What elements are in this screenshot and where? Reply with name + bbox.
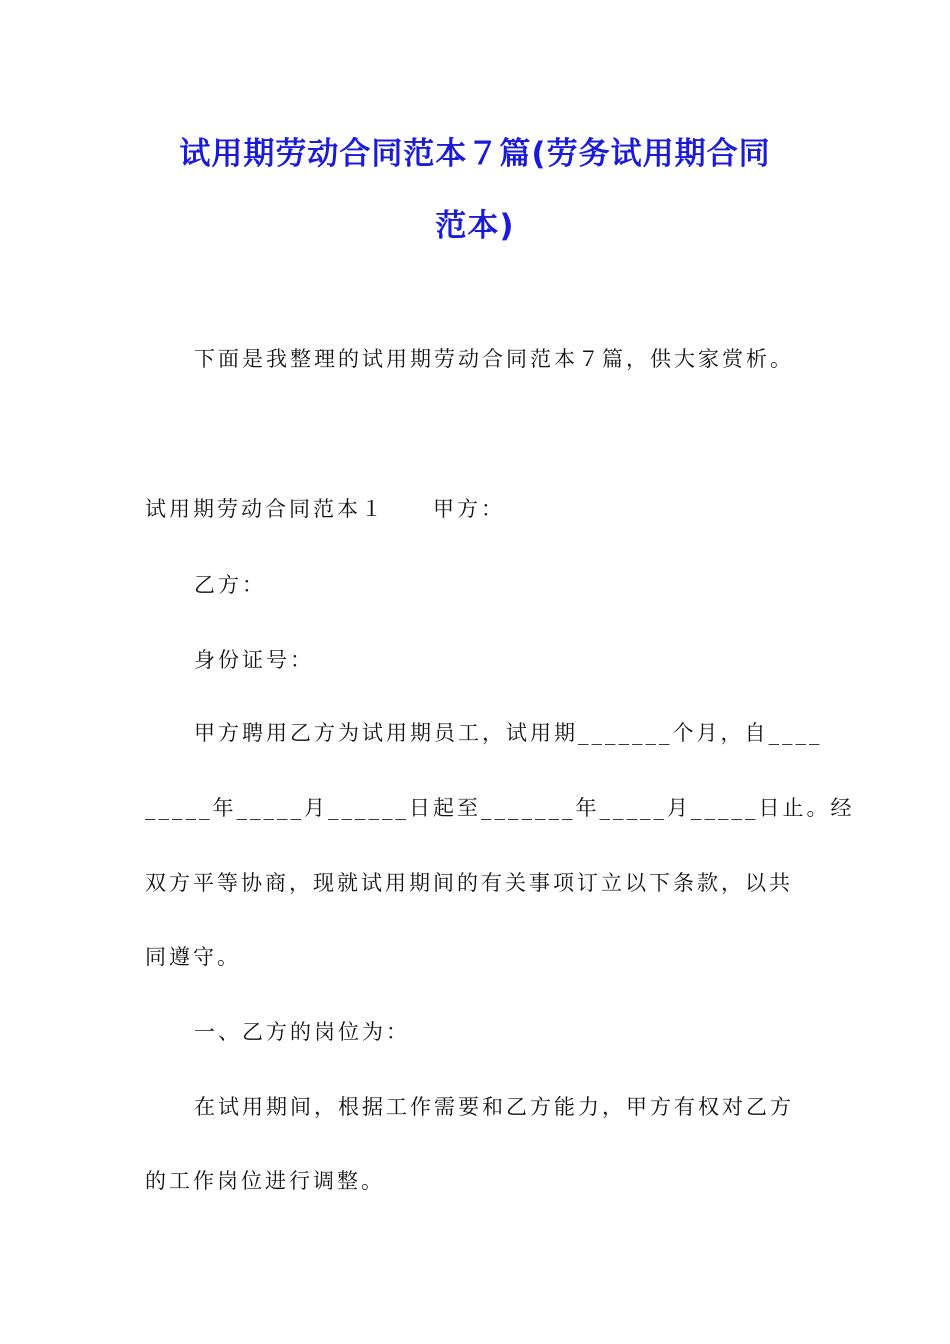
- paragraph-1-line-4: 同遵守。: [145, 945, 241, 969]
- paragraph-1-line-1: 甲方聘用乙方为试用期员工，试用期_______个月，自____: [194, 721, 823, 745]
- party-b-label: 乙方：: [194, 573, 266, 597]
- section-heading: 试用期劳动合同范本１: [145, 497, 385, 521]
- party-a-label: 甲方：: [433, 497, 505, 521]
- document-title-line-2: 范本): [435, 208, 515, 244]
- paragraph-2-line-1: 在试用期间，根据工作需要和乙方能力，甲方有权对乙方: [194, 1095, 794, 1119]
- id-number-label: 身份证号：: [194, 648, 314, 672]
- clause-1-heading: 一、乙方的岗位为：: [194, 1020, 410, 1044]
- document-title-line-1: 试用期劳动合同范本７篇(劳务试用期合同: [179, 136, 771, 172]
- paragraph-1-line-2: _____年_____月______日起至_______年_____月_____日止。经: [145, 796, 855, 820]
- paragraph-1-line-3: 双方平等协商，现就试用期间的有关事项订立以下条款，以共: [145, 871, 793, 895]
- paragraph-2-line-2: 的工作岗位进行调整。: [145, 1169, 385, 1193]
- section-heading-row: [145, 494, 810, 524]
- intro-paragraph: 下面是我整理的试用期劳动合同范本７篇，供大家赏析。: [194, 347, 794, 371]
